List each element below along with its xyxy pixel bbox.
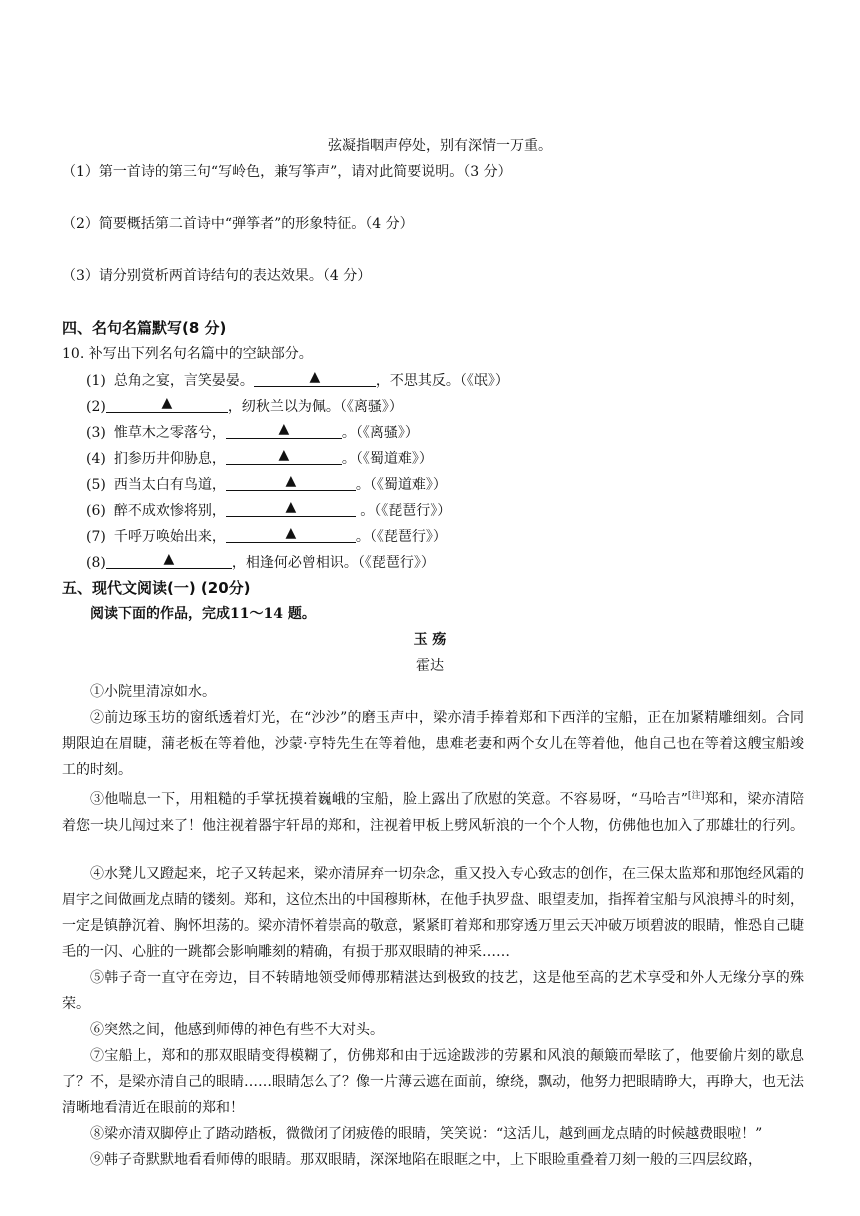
answer-blank[interactable]: [226, 422, 342, 439]
question-2: （2）简要概括第二首诗中“弹筝者”的形象特征。（4 分）: [62, 216, 414, 232]
fill-item-after: 。（《离骚》）: [341, 425, 419, 441]
article-author: 霍达: [416, 658, 444, 674]
question-10: 10. 补写出下列名句名篇中的空缺部分。: [62, 346, 313, 362]
fill-item-5: [86, 474, 447, 495]
fill-item-4: [86, 448, 433, 469]
paragraph-3: ③他喘息一下，用粗糙的手掌抚摸着巍峨的宝船，脸上露出了欣慰的笑意。不容易呀，“马哈吉”[注]郑和，梁亦清陪着您一块儿闯过来了！他注视着器宇轩昂的郑和，注视着甲板上劈风斩浪的一个个人物，仿佛他也加入了那雄壮的行列。: [62, 791, 805, 834]
fill-item-7: [86, 526, 447, 547]
fill-item-after: 。（《琵琶行》）: [355, 503, 452, 519]
fill-item-number: (7): [86, 529, 106, 545]
answer-blank[interactable]: [106, 552, 232, 569]
fill-item-before: 惟草木之零落兮，: [113, 425, 226, 441]
answer-blank[interactable]: [106, 396, 228, 413]
fill-item-number: (6): [86, 503, 106, 519]
triangle-marker-icon: ▲: [278, 421, 290, 437]
paragraph-4: ④水凳儿又蹬起来，坨子又转起来，梁亦清屏弃一切杂念，重又投入专心致志的创作，在三保太监郑和那饱经风霜的眉宇之间做画龙点睛的镂刻。郑和，这位杰出的中国穆斯林，在他手执罗盘、眼望麦加，指挥着宝船与风浪搏斗的时刻，一定是镇静沉着、胸怀坦荡的。梁亦清怀着崇高的敬意，紧紧盯着郑和那穿透万里云天冲破万顷碧波的眼睛，惟恐自己睫毛的一闪、心脏的一跳都会影响雕刻的精确，有损于那双眼睛的神采……: [62, 866, 804, 960]
fill-item-before: 扪参历井仰胁息，: [113, 451, 226, 467]
fill-item-number: (8): [86, 555, 106, 571]
paragraph-8: ⑧梁亦清双脚停止了踏动踏板，微微闭了闭疲倦的眼睛，笑笑说：“这活儿，越到画龙点睛的时候越费眼啦！”: [90, 1126, 763, 1142]
question-3: （3）请分别赏析两首诗结句的表达效果。（4 分）: [62, 268, 372, 284]
paragraph-6: ⑥突然之间，他感到师傅的神色有些不大对头。: [90, 1022, 384, 1038]
poem-last-line: 弦凝指咽声停处，别有深情一万重。: [328, 138, 552, 154]
answer-blank[interactable]: [226, 526, 356, 543]
answer-blank[interactable]: [226, 500, 356, 517]
triangle-marker-icon: ▲: [278, 447, 290, 463]
triangle-marker-icon: ▲: [309, 369, 321, 385]
fill-item-number: (5): [86, 477, 106, 493]
triangle-marker-icon: ▲: [285, 473, 297, 489]
paragraph-5: ⑤韩子奇一直守在旁边，目不转睛地领受师傅那精湛达到极致的技艺，这是他至高的艺术享受和外人无缘分享的殊荣。: [62, 970, 804, 1012]
section-4-title: 四、名句名篇默写(8 分): [62, 319, 227, 337]
section-5-title: 五、现代文阅读(一) (20分): [62, 579, 251, 597]
article-title: 玉 殇: [413, 632, 447, 648]
answer-blank[interactable]: [226, 474, 356, 491]
triangle-marker-icon: ▲: [285, 525, 297, 541]
paragraph-1: ①小院里清凉如水。: [90, 684, 216, 700]
fill-item-8: [86, 552, 435, 573]
triangle-marker-icon: ▲: [163, 551, 175, 567]
fill-item-6: [86, 500, 451, 521]
fill-item-number: (2): [86, 399, 106, 415]
fill-item-before: 千呼万唤始出来，: [113, 529, 226, 545]
fill-item-after: ，纫秋兰以为佩。（《离骚》）: [227, 399, 403, 415]
fill-item-after: ，不思其反。（《氓》）: [375, 373, 509, 389]
answer-blank[interactable]: [226, 448, 342, 465]
footnote-marker: [注]: [687, 791, 705, 801]
fill-item-number: (4): [86, 451, 106, 467]
triangle-marker-icon: ▲: [161, 395, 173, 411]
fill-item-before: 西当太白有鸟道，: [113, 477, 226, 493]
question-1: （1）第一首诗的第三句“写岭色，兼写筝声”，请对此简要说明。（3 分）: [62, 164, 512, 180]
fill-item-after: 。（《蜀道难》）: [341, 451, 433, 467]
answer-blank[interactable]: [254, 370, 376, 387]
reading-instruction: 阅读下面的作品，完成11～14 题。: [90, 606, 316, 622]
fill-item-2: [86, 396, 403, 417]
paragraph-7: ⑦宝船上，郑和的那双眼睛变得模糊了，仿佛郑和由于远途跋涉的劳累和风浪的颠簸而晕眩了，他要偷片刻的歇息了？不，是梁亦清自己的眼睛……眼睛怎么了？像一片薄云遮在面前，缭绕，飘动，他努力把眼睛睁大，再睁大，也无法清晰地看清近在眼前的郑和！: [62, 1048, 804, 1116]
fill-item-after: 。（《琵琶行》）: [355, 529, 447, 545]
fill-item-1: [86, 370, 509, 391]
fill-item-before: 醉不成欢惨将别，: [113, 503, 226, 519]
fill-item-number: (1): [86, 373, 106, 389]
paragraph-2: ②前边琢玉坊的窗纸透着灯光，在“沙沙”的磨玉声中，梁亦清手捧着郑和下西洋的宝船，正在加紧精雕细刻。合同期限迫在眉睫，蒲老板在等着他，沙蒙·亨特先生在等着他，患难老妻和两个女儿在等着他，他自己也在等着这艘宝船竣工的时刻。: [62, 710, 804, 778]
fill-item-3: [86, 422, 419, 443]
fill-item-number: (3): [86, 425, 106, 441]
paragraph-9: ⑨韩子奇默默地看看师傅的眼睛。那双眼睛，深深地陷在眼眶之中，上下眼睑重叠着刀刻一般的三四层纹路，: [90, 1152, 762, 1168]
triangle-marker-icon: ▲: [285, 499, 297, 515]
fill-item-after: 。（《蜀道难》）: [355, 477, 447, 493]
fill-item-before: 总角之宴，言笑晏晏。: [113, 373, 254, 389]
fill-item-after: ，相逢何必曾相识。（《琵琶行》）: [231, 555, 435, 571]
